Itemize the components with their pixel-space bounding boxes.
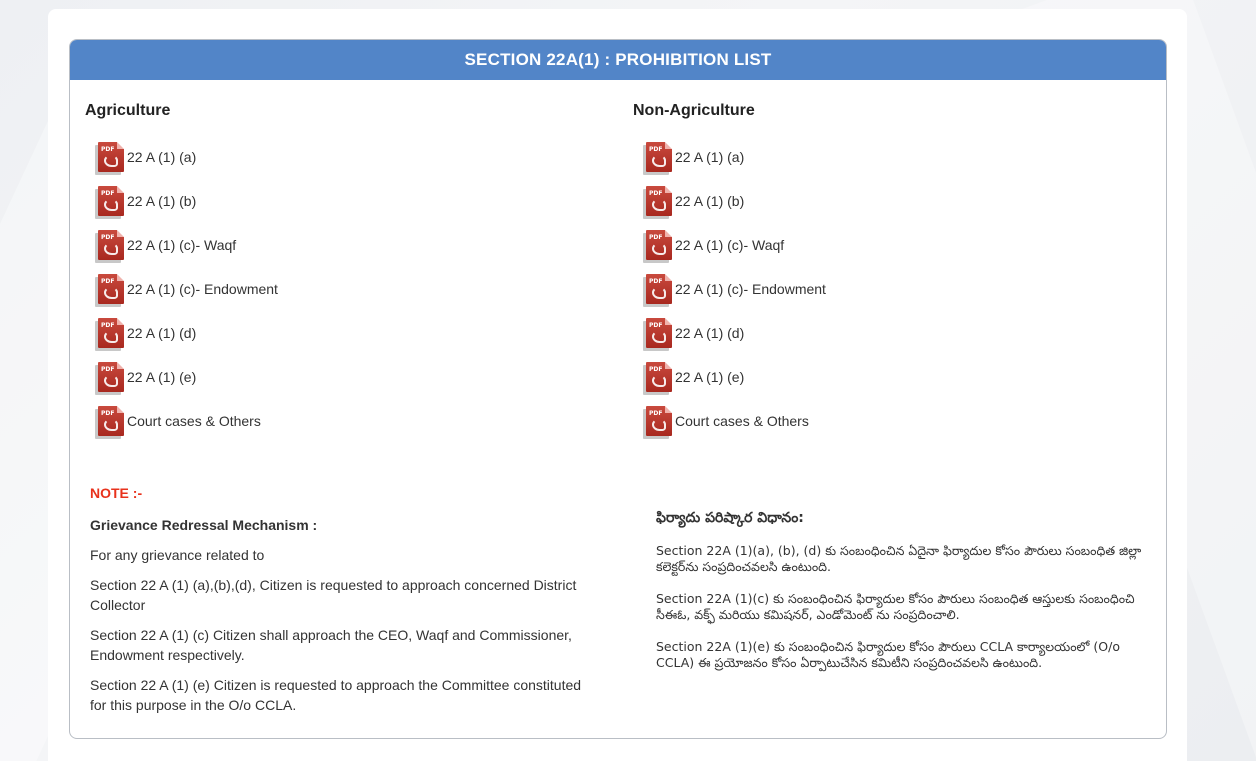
agriculture-document-link[interactable] [92,399,278,443]
non-agriculture-document-list [640,135,826,443]
pdf-file-icon[interactable]: PDF [640,140,674,174]
non-agriculture-document-link[interactable] [640,267,826,311]
pdf-file-icon[interactable]: PDF [92,360,126,394]
telugu-paragraph-1: Section 22A (1)(a), (b), (d) కు సంబంధించిన ఏదైనా ఫిర్యాదుల కోసం పౌరులు సంబంధిత జిల్లా కలెక్టర్‌ను సంప్రదించవలసి ఉంటుంది. [656,543,1142,574]
pdf-file-icon[interactable]: PDF [640,404,674,438]
note-paragraph-3: Section 22 A (1) (e) Citizen is requested to approach the Committee constituted for this purpose in the O/o CCLA. [90,677,582,713]
telugu-paragraph-3: Section 22A (1)(e) కు సంబంధించిన ఫిర్యాదుల కోసం పౌరులు CCLA కార్యాలయంలో (O/o CCLA) ఈ ప్రయోజనం కోసం ఏర్పాటుచేసిన కమిటీని సంప్రదించవలసి ఉంటుంది. [656,639,1120,670]
pdf-file-icon[interactable]: PDF [640,360,674,394]
note-paragraph-1: Section 22 A (1) (a),(b),(d), Citizen is requested to approach concerned District Collector [90,577,577,613]
non-agriculture-title: Non-Agriculture [633,102,755,119]
non-agriculture-document-link[interactable] [640,355,826,399]
note-intro: For any grievance related to [90,547,265,563]
document-label[interactable]: 22 A (1) (a) [675,149,745,165]
pdf-file-icon[interactable]: PDF [92,272,126,306]
non-agriculture-document-link[interactable] [640,311,826,355]
document-label[interactable]: 22 A (1) (e) [675,369,745,385]
agriculture-document-link[interactable] [92,135,278,179]
document-label[interactable]: 22 A (1) (c)- Waqf [127,237,237,253]
telugu-paragraph-2: Section 22A (1)(c) కు సంబంధించిన ఫిర్యాదుల కోసం పౌరులు సంబంధిత ఆస్తులకు సంబంధించి సీఈఓ, వక్ఫ్ మరియు కమిషనర్, ఎండోమెంట్ ను సంప్రదించాలి. [656,591,1135,622]
telugu-heading: ఫిర్యాదు పరిష్కార విధానం: [656,510,804,526]
note-section [90,485,600,725]
document-label[interactable]: 22 A (1) (c)- Endowment [127,281,278,297]
note-paragraph-2: Section 22 A (1) (c) Citizen shall approach the CEO, Waqf and Commissioner, Endowment respectively. [90,627,572,663]
pdf-file-icon[interactable]: PDF [92,228,126,262]
document-label[interactable]: 22 A (1) (c)- Waqf [675,237,785,253]
non-agriculture-document-link[interactable] [640,223,826,267]
prohibition-list-panel [69,39,1167,739]
document-label[interactable]: 22 A (1) (b) [675,193,745,209]
pdf-file-icon[interactable]: PDF [92,184,126,218]
pdf-file-icon[interactable]: PDF [640,228,674,262]
agriculture-document-link[interactable] [92,267,278,311]
document-label[interactable]: 22 A (1) (b) [127,193,197,209]
grievance-heading: Grievance Redressal Mechanism : [90,517,318,533]
document-label[interactable]: 22 A (1) (d) [127,325,197,341]
document-label[interactable]: 22 A (1) (e) [127,369,197,385]
pdf-file-icon[interactable]: PDF [92,404,126,438]
document-label[interactable]: 22 A (1) (c)- Endowment [675,281,826,297]
document-label[interactable]: 22 A (1) (d) [675,325,745,341]
pdf-file-icon[interactable]: PDF [640,184,674,218]
agriculture-document-link[interactable] [92,355,278,399]
pdf-file-icon[interactable]: PDF [92,140,126,174]
agriculture-document-list [92,135,278,443]
agriculture-document-link[interactable] [92,223,278,267]
document-label[interactable]: Court cases & Others [675,413,809,429]
agriculture-document-link[interactable] [92,179,278,223]
note-title: NOTE :- [90,485,143,501]
telugu-note-section [656,510,1156,687]
panel-header: SECTION 22A(1) : PROHIBITION LIST [70,40,1166,80]
pdf-file-icon[interactable]: PDF [640,272,674,306]
agriculture-title: Agriculture [85,102,171,119]
document-label[interactable]: Court cases & Others [127,413,261,429]
non-agriculture-document-link[interactable] [640,135,826,179]
pdf-file-icon[interactable]: PDF [92,316,126,350]
non-agriculture-document-link[interactable] [640,179,826,223]
pdf-file-icon[interactable]: PDF [640,316,674,350]
non-agriculture-document-link[interactable] [640,399,826,443]
agriculture-document-link[interactable] [92,311,278,355]
document-label[interactable]: 22 A (1) (a) [127,149,197,165]
